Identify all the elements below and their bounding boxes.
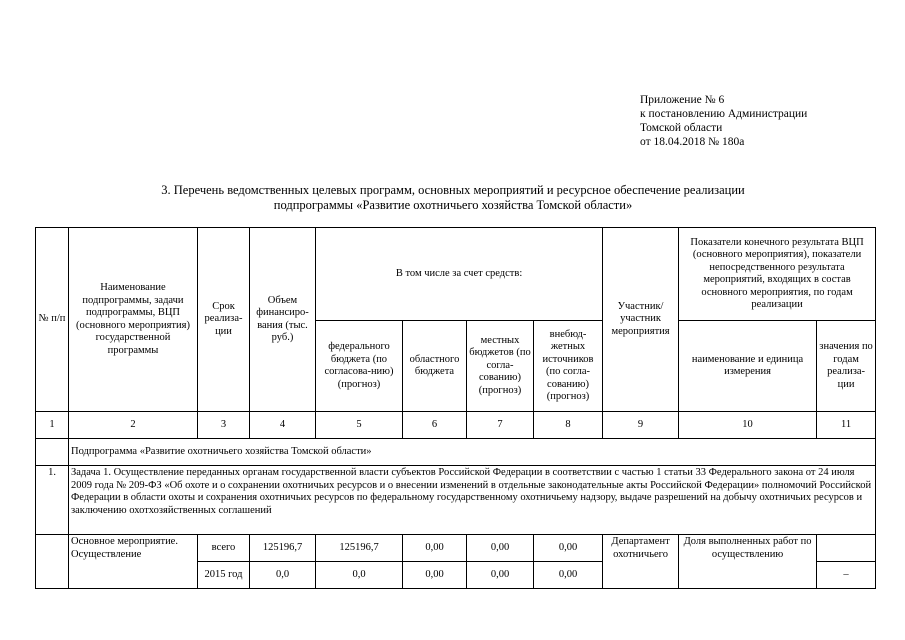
header-col-volume: Объем финансиро-вания (тыс. руб.) [250, 228, 316, 412]
column-number: 11 [817, 412, 876, 439]
table-row [36, 535, 876, 562]
volume-cell: 0,0 [250, 562, 316, 589]
header-col-local: местных бюджетов (по согла-сованию) (прогноз) [467, 321, 534, 412]
period-cell: всего [198, 535, 250, 562]
local-cell: 0,00 [467, 562, 534, 589]
indicator-value-cell: – [817, 562, 876, 589]
header-col-indicator-name: наименование и единица измерения [679, 321, 817, 412]
task-text: Задача 1. Осуществление переданных органам государственной власти субъектов Российской Федерации в соответствии с частью 1 статьи 33 Федерального закона от 24 июля 2009 года № 209-ФЗ «Об охоте и о сохранении охотничьих ресурсов и о внесении изменений в отдельные законодательные акты Российской Федерации» полномочий Российской Федерации в области охоты и сохранения охотничьих ресурсов по федеральному государственному охотничьему надзору, выдаче разрешений на добычу охотничьих ресурсов и заключению охотхозяйственных соглашений [69, 466, 876, 535]
local-cell: 0,00 [467, 535, 534, 562]
task-row [36, 466, 876, 535]
regional-cell: 0,00 [403, 535, 467, 562]
main-event-number-cell [36, 535, 69, 589]
column-numbers-row [36, 412, 876, 439]
participant-cell: Департамент охотничьего [603, 535, 679, 589]
indicator-name-cell: Доля выполненных работ по осуществлению [679, 535, 817, 589]
column-number: 7 [467, 412, 534, 439]
appendix-line: Приложение № 6 [640, 94, 725, 106]
header-indicators-group: Показатели конечного результата ВЦП (основного мероприятия), показатели непосредственного результата мероприятий, входящих в состав основного мероприятия, по годам реализации [679, 228, 876, 321]
header-col-indicator-value: значения по годам реализа-ции [817, 321, 876, 412]
header-col-name: Наименование подпрограммы, задачи подпрограммы, ВЦП (основного мероприятия) государственной программы [69, 228, 198, 412]
column-number: 9 [603, 412, 679, 439]
column-number: 4 [250, 412, 316, 439]
column-number: 5 [316, 412, 403, 439]
column-number: 6 [403, 412, 467, 439]
title-line: 3. Перечень ведомственных целевых программ, основных мероприятий и ресурсное обеспечение реализации [161, 183, 745, 197]
header-col-participant: Участник/ участник мероприятия [603, 228, 679, 412]
subprogram-number-cell [36, 439, 69, 466]
header-col-federal: федерального бюджета (по согласова-нию) (прогноз) [316, 321, 403, 412]
extra-cell: 0,00 [534, 562, 603, 589]
header-col-number: № п/п [36, 228, 69, 412]
column-number: 2 [69, 412, 198, 439]
header-col-period: Срок реализа-ции [198, 228, 250, 412]
task-number: 1. [36, 466, 69, 535]
extra-cell: 0,00 [534, 535, 603, 562]
federal-cell: 125196,7 [316, 535, 403, 562]
header-col-extra: внебюд-жетных источников (по согла-сованию) (прогноз) [534, 321, 603, 412]
appendix-line: от 18.04.2018 № 180а [640, 136, 745, 148]
appendix-line: к постановлению Администрации [640, 108, 808, 120]
appendix-line: Томской области [640, 122, 723, 134]
header-sources-group: В том числе за счет средств: [316, 228, 603, 321]
volume-cell: 125196,7 [250, 535, 316, 562]
column-number: 10 [679, 412, 817, 439]
subprogram-row [36, 439, 876, 466]
column-number: 1 [36, 412, 69, 439]
subprogram-title: Подпрограмма «Развитие охотничьего хозяйства Томской области» [69, 439, 876, 466]
indicator-value-cell [817, 535, 876, 562]
appendix-block [640, 93, 807, 149]
column-number: 8 [534, 412, 603, 439]
column-number: 3 [198, 412, 250, 439]
header-col-regional: областного бюджета [403, 321, 467, 412]
period-cell: 2015 год [198, 562, 250, 589]
header-row-1 [36, 228, 876, 321]
regional-cell: 0,00 [403, 562, 467, 589]
document-title [60, 183, 846, 213]
federal-cell: 0,0 [316, 562, 403, 589]
main-event-name: Основное мероприятие. Осуществление [69, 535, 198, 589]
title-line: подпрограммы «Развитие охотничьего хозяйства Томской области» [273, 198, 633, 212]
programs-table [35, 227, 876, 589]
